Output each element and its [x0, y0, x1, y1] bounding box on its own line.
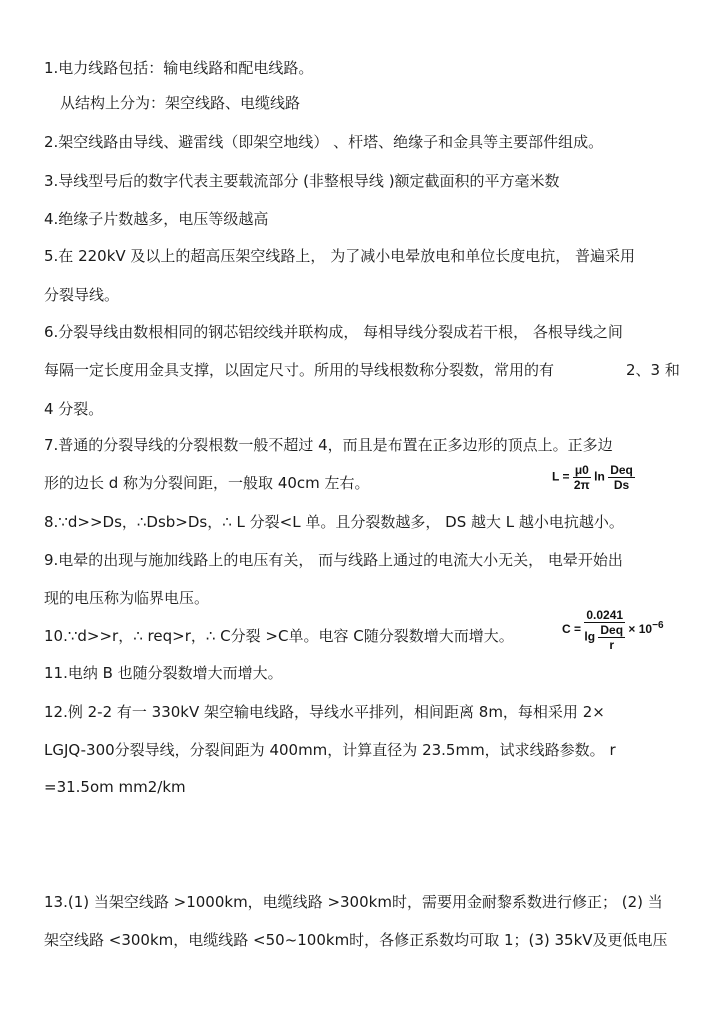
formula-l-num2: Deq [610, 463, 633, 477]
formula-c-lhs: C = [562, 622, 582, 637]
line-15: 现的电压称为临界电压。 [44, 589, 210, 607]
line-18: 12.例 2-2 有一 330kV 架空输电线路，导线水平排列，相间距离 8m，每相采用 2× [44, 703, 605, 721]
formula-l-fraction-1 [573, 463, 591, 492]
line-4: 3.导线型号后的数字代表主要载流部分 (非整根导线 )额定截面积的平方毫米数 [44, 172, 560, 190]
formula-c-den2: r [609, 638, 615, 652]
line-7: 分裂导线。 [44, 286, 120, 304]
formula-c-num: 0.0241 [586, 608, 624, 622]
formula-l-den: 2π [573, 478, 590, 492]
line-16: 10.∵d>>r，∴ req>r，∴ C分裂 >C单。电容 C随分裂数增大而增大。 [44, 627, 514, 645]
formula-c-fraction [584, 608, 625, 652]
formula-c-exp: −6 [652, 620, 664, 632]
formula-c-den-group [584, 623, 625, 652]
line-5: 4.绝缘子片数越多，电压等级越高 [44, 210, 269, 228]
line-2: 从结构上分为：架空线路、电缆线路 [60, 94, 301, 112]
line-13: 8.∵d>>Ds，∴Dsb>Ds，∴ L 分裂<L 单。且分裂数越多， DS 越大 L 越小电抗越小。 [44, 513, 624, 531]
line-6: 5.在 220kV 及以上的超高压架空线路上， 为了减小电晕放电和单位长度电抗， 普遍采用 [44, 247, 635, 265]
formula-l-fraction-2 [608, 463, 635, 492]
line-9-end: 2、3 和 [626, 361, 680, 379]
line-1: 1.电力线路包括：输电线路和配电线路。 [44, 59, 314, 77]
line-22: 架空线路 <300km，电缆线路 <50~100km时，各修正系数均可取 1；(3) 35kV及更低电压 [44, 931, 668, 949]
line-9: 每隔一定长度用金具支撑，以固定尺寸。所用的导线根数称分裂数，常用的有 [44, 361, 555, 379]
line-20: =31.5om mm2/km [44, 778, 186, 796]
line-10: 4 分裂。 [44, 400, 104, 418]
formula-c-inner-fraction [598, 623, 625, 652]
formula-l-ln: ln [594, 469, 605, 484]
formula-c-mult: × 10 [628, 622, 653, 637]
line-19: LGJQ-300分裂导线，分裂间距为 400mm，计算直径为 23.5mm，试求线路参数。 r [44, 741, 616, 759]
line-8: 6.分裂导线由数根相同的钢芯铝绞线并联构成， 每相导线分裂成若干根， 各根导线之间 [44, 323, 623, 341]
line-11: 7.普通的分裂导线的分裂根数一般不超过 4，而且是布置在正多边形的顶点上。正多边 [44, 436, 613, 454]
formula-c-num2: Deq [600, 623, 624, 637]
line-3: 2.架空线路由导线、避雷线（即架空地线） 、杆塔、绝缘子和金具等主要部件组成。 [44, 133, 604, 151]
inductance-formula [552, 463, 635, 492]
formula-l-den2: Ds [613, 478, 630, 492]
capacitance-formula [562, 608, 664, 652]
line-12: 形的边长 d 称为分裂间距，一般取 40cm 左右。 [44, 474, 370, 492]
line-17: 11.电纳 B 也随分裂数增大而增大。 [44, 664, 283, 682]
line-21: 13.(1) 当架空线路 >1000km，电缆线路 >300km时，需要用金耐黎系数进行修正； (2) 当 [44, 893, 663, 911]
formula-l-lhs: L = [552, 469, 570, 484]
formula-c-den: lg [584, 629, 596, 644]
line-14: 9.电晕的出现与施加线路上的电压有关， 而与线路上通过的电流大小无关， 电晕开始出 [44, 551, 623, 569]
formula-l-num: μ0 [574, 463, 589, 477]
